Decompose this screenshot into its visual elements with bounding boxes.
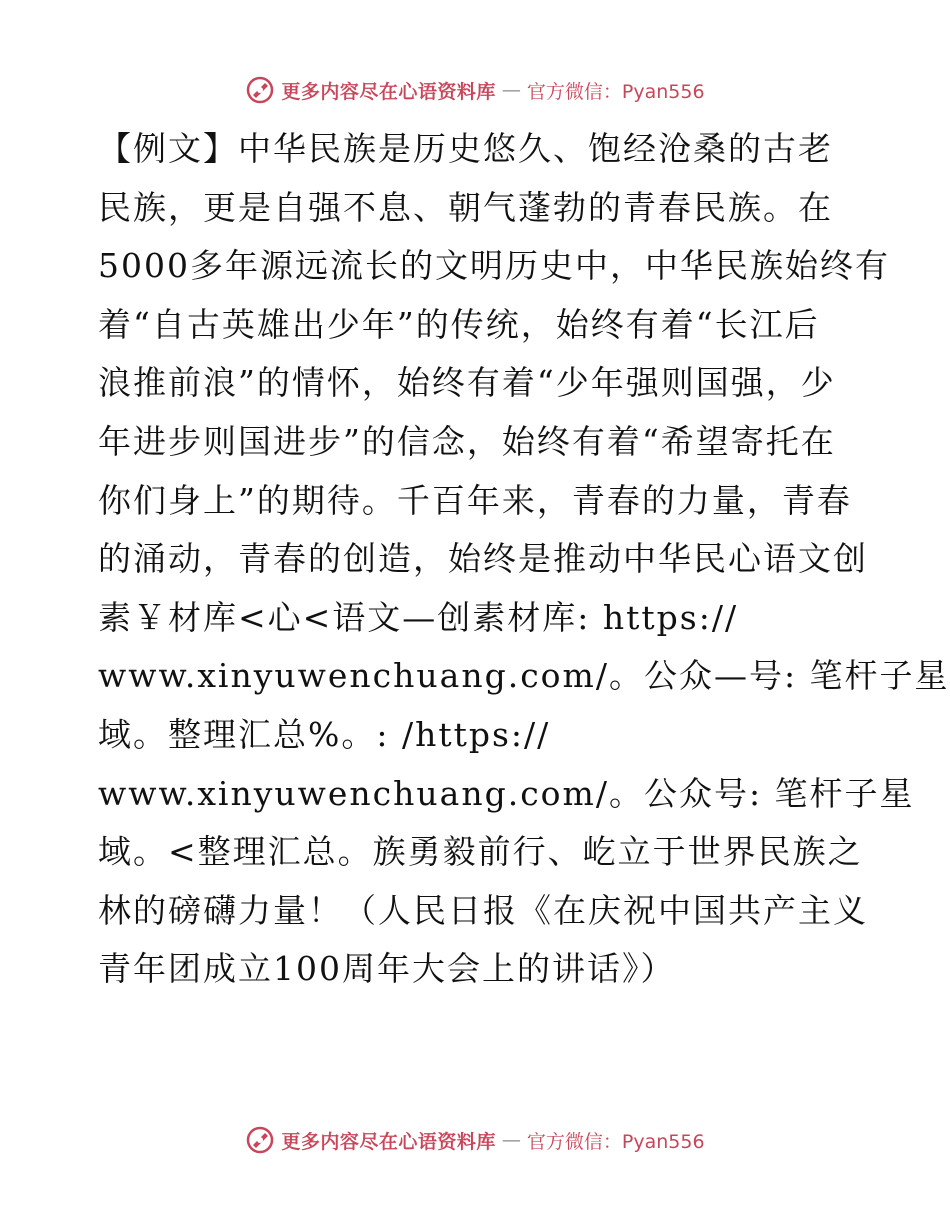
footer-brand — [245, 1125, 704, 1155]
footer-brand-text: 更多内容尽在心语资料库 — [281, 1130, 496, 1153]
body-line: 你们身上”的期待。千百年来，青春的力量，青春 — [98, 480, 852, 520]
body-line: 年进步则国进步”的信念，始终有着“希望寄托在 — [98, 421, 836, 461]
document-body — [98, 120, 950, 999]
body-line: 浪推前浪”的情怀，始终有着“少年强则国强，少 — [98, 363, 836, 403]
header-separator: — — [501, 79, 521, 101]
header-brand-text: 更多内容尽在心语资料库 — [281, 80, 496, 103]
body-line: www.xinyuwenchuang.com/。公众—号: 笔杆子星 — [98, 656, 950, 696]
body-line: 域。<整理汇总。族勇毅前行、屹立于世界民族之 — [98, 832, 863, 872]
body-line: 域。整理汇总%。: /https:// — [98, 714, 551, 754]
brand-logo-icon — [245, 1125, 275, 1155]
page-footer — [0, 1120, 950, 1160]
body-line: 民族，更是自强不息、朝气蓬勃的青春民族。在 — [98, 187, 833, 227]
body-line: 素￥材库<心<语文—创素材库: https:// — [98, 597, 739, 637]
body-line: www.xinyuwenchuang.com/。公众号: 笔杆子星 — [98, 773, 915, 813]
page-header — [0, 70, 950, 110]
header-contact: 官方微信：Pyan556 — [526, 80, 705, 103]
body-line: 的涌动，青春的创造，始终是推动中华民心语文创 — [98, 539, 868, 579]
header-brand — [245, 75, 704, 105]
body-line: 着“自古英雄出少年”的传统，始终有着“长江后 — [98, 304, 820, 344]
body-line: 林的磅礴力量！（人民日报《在庆祝中国共产主义 — [98, 890, 868, 930]
brand-logo-icon — [245, 75, 275, 105]
footer-contact: 官方微信：Pyan556 — [526, 1130, 705, 1153]
footer-separator: — — [501, 1129, 521, 1151]
body-line: 【例文】中华民族是历史悠久、饱经沧桑的古老 — [98, 129, 833, 168]
body-line: 5000多年源远流长的文明历史中，中华民族始终有 — [98, 246, 890, 286]
body-line: 青年团成立100周年大会上的讲话》） — [98, 949, 676, 989]
